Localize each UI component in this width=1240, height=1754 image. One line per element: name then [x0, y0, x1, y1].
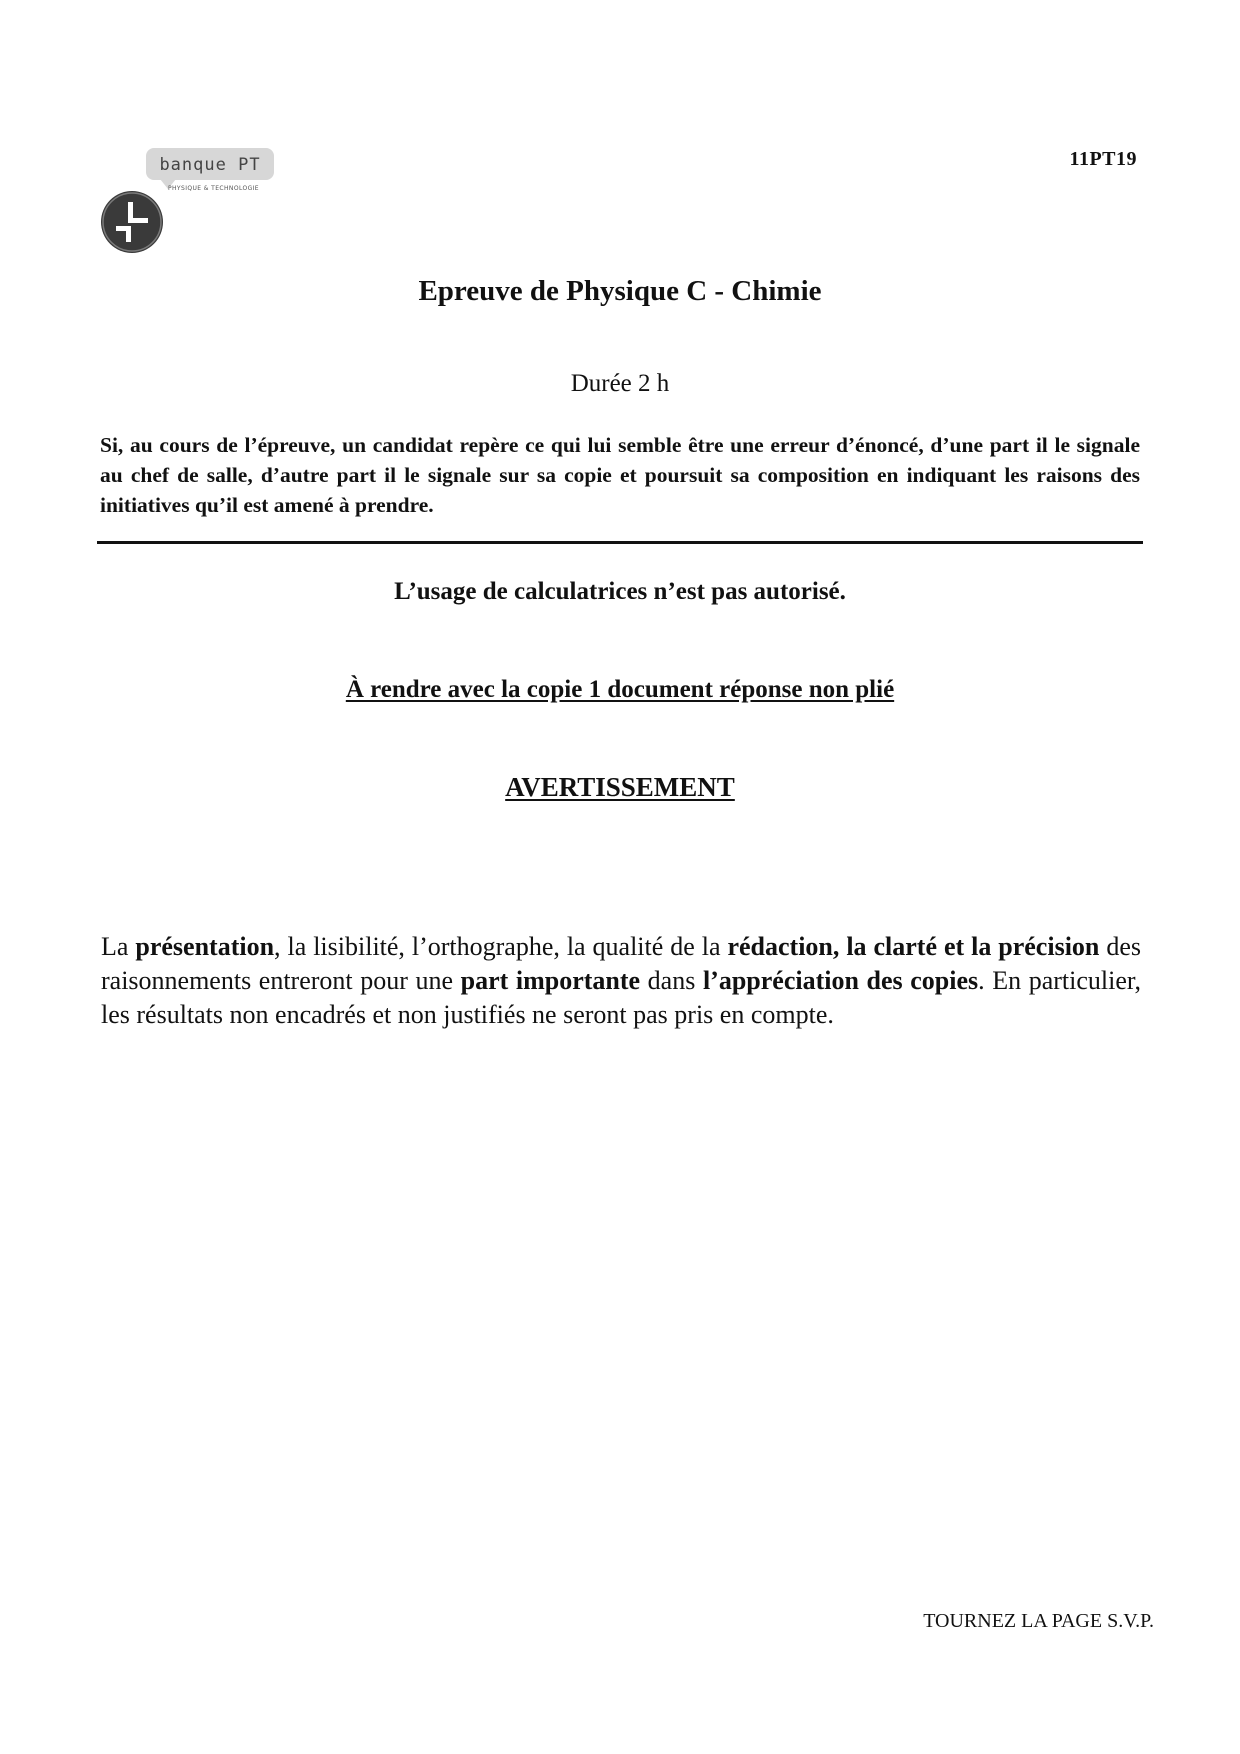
- warning-emphasis: présentation: [135, 932, 275, 961]
- exam-duration: Durée 2 h: [570, 370, 670, 397]
- warning-text-part: La: [101, 932, 136, 961]
- logo-name: banque PT: [159, 155, 261, 175]
- logo-emblem-icon: [100, 190, 164, 254]
- warning-title-text: AVERTISSEMENT: [505, 772, 735, 802]
- turn-page-footer: TOURNEZ LA PAGE S.V.P.: [923, 1610, 1154, 1632]
- banque-pt-logo: [100, 148, 290, 252]
- warning-paragraph: [101, 930, 1141, 1032]
- warning-emphasis: rédaction, la clarté et la précision: [727, 932, 1100, 961]
- warning-text-part: des raisonnements entreront pour une: [101, 932, 1141, 995]
- warning-emphasis: l’appréciation des copies: [702, 966, 979, 995]
- warning-emphasis: part importante: [460, 966, 641, 995]
- page-title: Epreuve de Physique C - Chimie: [418, 275, 822, 307]
- logo-subtitle: PHYSIQUE & TECHNOLOGIE: [168, 185, 260, 192]
- submission-text: À rendre avec la copie 1 document réponse non plié: [345, 676, 895, 703]
- warning-text-part: . En particulier, les résultats non encadrés et non justifiés ne seront pas pris en compte.: [101, 966, 1141, 1029]
- horizontal-divider: [97, 541, 1143, 544]
- warning-text-part: dans: [640, 966, 703, 995]
- submission-instruction: [0, 676, 1240, 704]
- calculator-rule: L’usage de calculatrices n’est pas autorisé.: [394, 578, 846, 605]
- logo-badge: [146, 148, 274, 180]
- warning-text-part: , la lisibilité, l’orthographe, la qualité de la: [274, 932, 728, 961]
- exam-code: 11PT19: [1069, 148, 1137, 170]
- warning-title: [0, 772, 1240, 803]
- error-notice: Si, au cours de l’épreuve, un candidat repère ce qui lui semble être une erreur d’énoncé, d’une part il le signale au chef de salle, d’autre part il le signale sur sa copie et poursuit sa composition en indiquant les raisons des initiatives qu’il est amené à prendre.: [100, 433, 1140, 517]
